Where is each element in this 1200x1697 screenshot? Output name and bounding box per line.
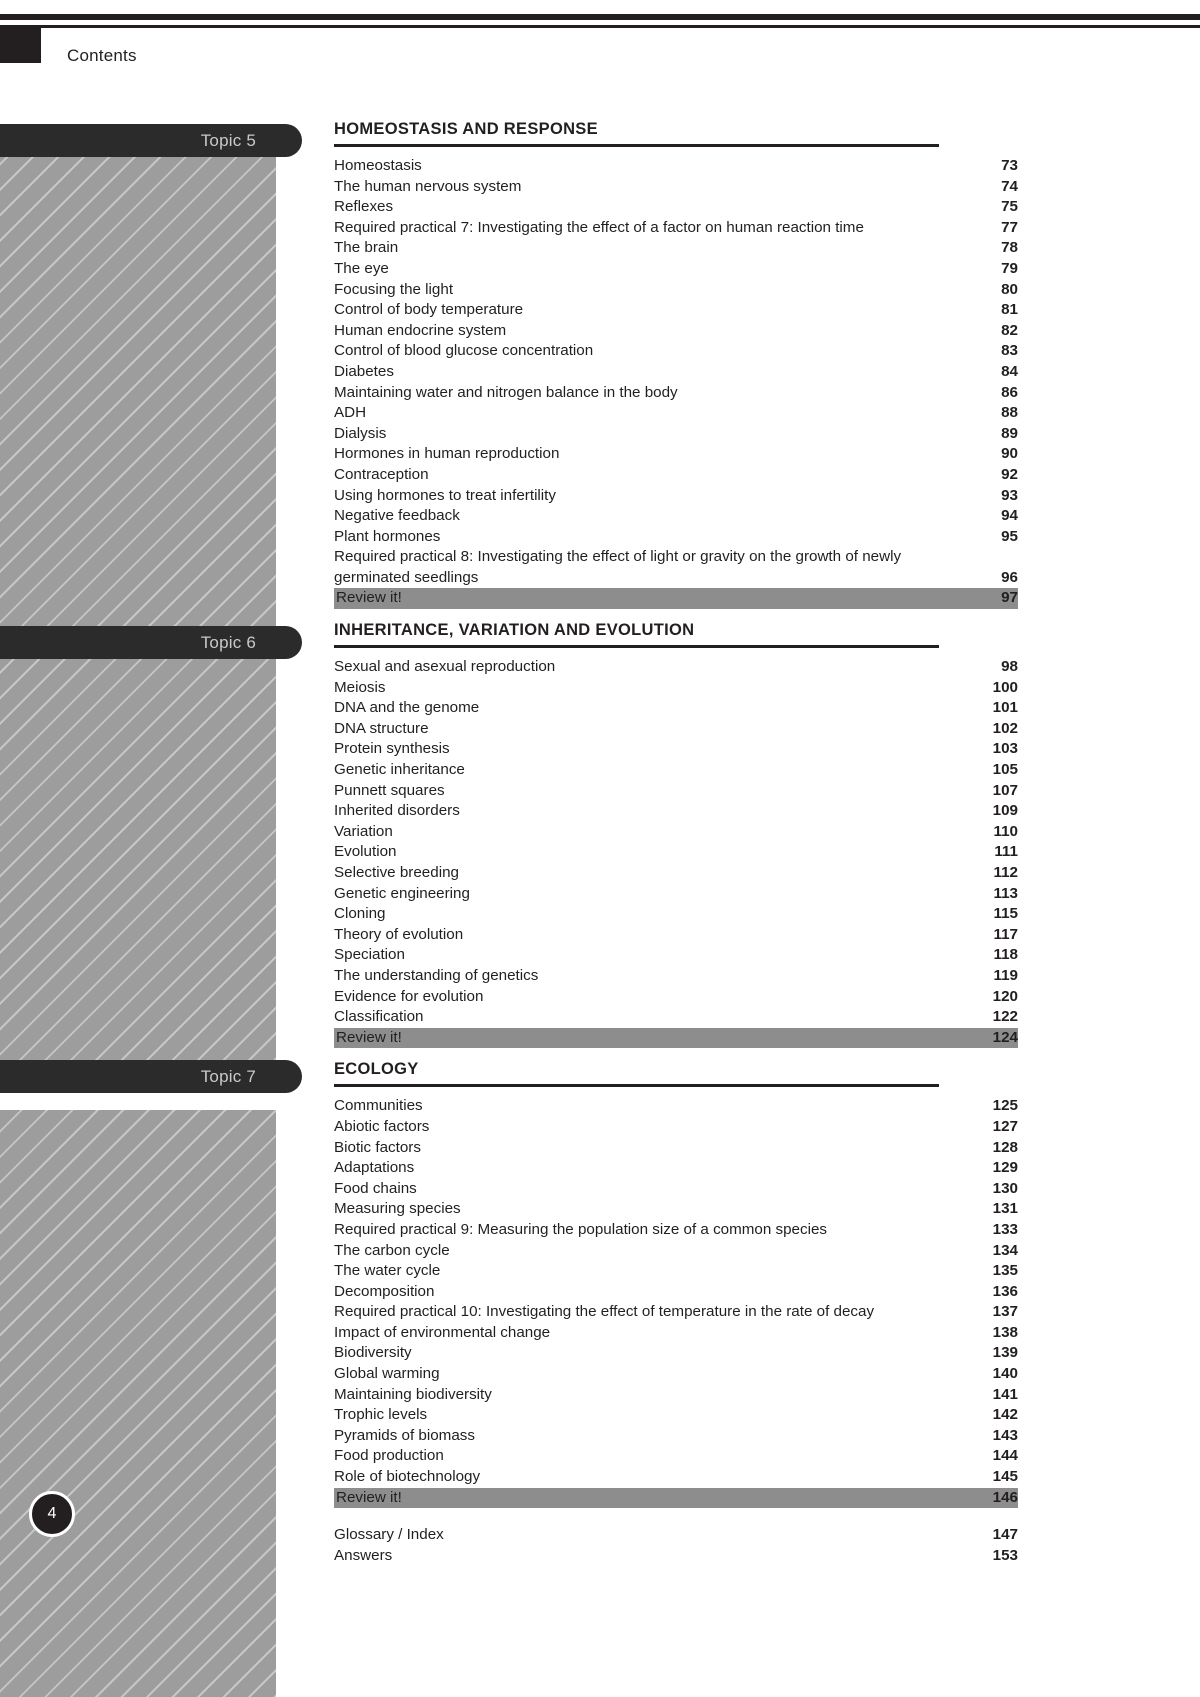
toc-entry-label: The carbon cycle — [334, 1241, 450, 1259]
toc-entry-page-number: 115 — [993, 905, 1018, 923]
back-matter-entry[interactable] — [334, 1546, 1018, 1567]
toc-entry-page-number: 100 — [992, 678, 1018, 696]
toc-entry[interactable] — [334, 300, 1018, 321]
toc-entry-label: Food production — [334, 1447, 444, 1465]
toc-entry[interactable] — [334, 698, 1018, 719]
toc-entry-page-number: 97 — [1001, 589, 1018, 607]
toc-entry-page-number: 128 — [992, 1138, 1018, 1156]
back-matter-entry[interactable] — [334, 1525, 1018, 1546]
topic-tab-6[interactable] — [0, 626, 302, 659]
toc-entry[interactable] — [334, 341, 1018, 362]
back-matter-page-number: 153 — [992, 1546, 1018, 1564]
toc-entry-page-number: 103 — [992, 740, 1018, 758]
toc-entry[interactable] — [334, 739, 1018, 760]
toc-entry-label: Maintaining water and nitrogen balance in the body — [334, 383, 678, 401]
toc-entry-label: Review it! — [336, 1028, 402, 1046]
topic-tab-5[interactable] — [0, 124, 302, 157]
toc-entry-label: Trophic levels — [334, 1406, 428, 1424]
toc-entry-label: Required practical 8: Investigating the effect of light or gravity on the growth of newly germinated seedlings — [334, 548, 902, 586]
toc-entry[interactable] — [334, 678, 1018, 699]
toc-entry-label: The human nervous system — [334, 177, 522, 195]
toc-entry-page-number: 120 — [992, 987, 1018, 1005]
toc-entry-page-number: 124 — [992, 1028, 1018, 1046]
toc-entry[interactable] — [334, 403, 1018, 424]
toc-entry-page-number: 118 — [993, 946, 1018, 964]
section-underline — [334, 144, 939, 147]
toc-entry-page-number: 75 — [1001, 198, 1018, 216]
review-it-row[interactable] — [334, 1488, 1018, 1509]
toc-entry-page-number: 142 — [992, 1406, 1018, 1424]
toc-entry-page-number: 122 — [992, 1008, 1018, 1026]
toc-entry-page-number: 110 — [993, 822, 1018, 840]
toc-entry[interactable] — [334, 1241, 1018, 1262]
toc-entry[interactable] — [334, 383, 1018, 404]
toc-entry-page-number: 74 — [1001, 177, 1018, 195]
review-it-row[interactable] — [334, 1028, 1018, 1049]
toc-entry[interactable] — [334, 1385, 1018, 1406]
toc-entry-page-number: 73 — [1001, 157, 1018, 174]
toc-entry-label: The eye — [334, 259, 389, 277]
toc-entry[interactable] — [334, 842, 1018, 863]
toc-entry[interactable] — [334, 1117, 1018, 1138]
toc-entry-page-number: 98 — [1001, 658, 1018, 676]
toc-entry[interactable] — [334, 259, 1018, 280]
toc-entry[interactable] — [334, 1302, 1018, 1323]
toc-entry-list — [334, 156, 1018, 609]
header-rule — [41, 25, 1200, 28]
toc-entry-label: Speciation — [334, 946, 405, 964]
toc-entry-page-number: 130 — [992, 1179, 1018, 1197]
toc-entry-page-number: 143 — [992, 1426, 1018, 1444]
toc-entry-label: Human endocrine system — [334, 321, 507, 339]
toc-entry[interactable] — [334, 156, 1018, 177]
toc-entry-label: Biotic factors — [334, 1138, 421, 1156]
toc-entry-page-number: 84 — [1001, 362, 1018, 380]
toc-entry-page-number: 113 — [993, 884, 1018, 902]
toc-entry-page-number: 92 — [1001, 465, 1018, 483]
toc-entry-page-number: 138 — [992, 1323, 1018, 1341]
toc-entry-label: Using hormones to treat infertility — [334, 486, 556, 504]
toc-entry-label: Review it! — [336, 1488, 402, 1506]
back-matter-label: Answers — [334, 1546, 393, 1564]
toc-entry-page-number: 105 — [992, 761, 1018, 779]
toc-entry[interactable] — [334, 177, 1018, 198]
toc-entry-label: Homeostasis — [334, 157, 422, 174]
toc-entry-label: Punnett squares — [334, 781, 445, 799]
back-matter-label: Glossary / Index — [334, 1526, 444, 1544]
toc-entry[interactable] — [334, 321, 1018, 342]
toc-entry-label: Pyramids of biomass — [334, 1426, 475, 1444]
back-matter-page-number: 147 — [992, 1526, 1018, 1544]
toc-entry[interactable] — [334, 444, 1018, 465]
toc-entry-page-number: 83 — [1001, 342, 1018, 360]
toc-entry[interactable] — [334, 547, 1018, 588]
toc-entry-list — [334, 1096, 1018, 1508]
toc-entry-label: DNA structure — [334, 719, 429, 737]
toc-entry[interactable] — [334, 197, 1018, 218]
toc-entry[interactable] — [334, 486, 1018, 507]
toc-entry[interactable] — [334, 966, 1018, 987]
toc-entry[interactable] — [334, 1343, 1018, 1364]
topic-rail-5 — [0, 155, 276, 628]
toc-entry-label: The water cycle — [334, 1262, 441, 1280]
toc-entry[interactable] — [334, 1467, 1018, 1488]
toc-entry[interactable] — [334, 822, 1018, 843]
topic-rail-7 — [0, 1110, 276, 1697]
topic-tab-5-label: Topic 5 — [200, 130, 256, 150]
toc-entry-page-number: 144 — [992, 1447, 1018, 1465]
back-matter-spacer — [334, 1508, 1018, 1525]
toc-entry-label: Control of body temperature — [334, 301, 524, 319]
page-number-value: 4 — [47, 1505, 57, 1522]
toc-entry-list — [334, 657, 1018, 1048]
toc-entry[interactable] — [334, 1179, 1018, 1200]
toc-entry-page-number: 131 — [992, 1200, 1018, 1218]
toc-entry-page-number: 77 — [1001, 218, 1018, 236]
toc-entry[interactable] — [334, 1007, 1018, 1028]
toc-entry-label: DNA and the genome — [334, 699, 480, 717]
toc-entry-label: Focusing the light — [334, 280, 454, 298]
toc-entry-label: Adaptations — [334, 1159, 415, 1177]
section-spacer — [334, 1048, 1018, 1060]
toc-entry-label: Maintaining biodiversity — [334, 1385, 492, 1403]
toc-entry-label: Dialysis — [334, 424, 387, 442]
toc-entry-page-number: 101 — [992, 699, 1018, 717]
page-number-badge — [29, 1491, 75, 1537]
toc-entry[interactable] — [334, 1446, 1018, 1467]
table-of-contents — [334, 120, 1018, 1566]
toc-section-title: INHERITANCE, VARIATION AND EVOLUTION — [334, 621, 695, 640]
toc-entry-label: Role of biotechnology — [334, 1468, 481, 1486]
toc-entry-page-number: 93 — [1001, 486, 1018, 504]
toc-entry[interactable] — [334, 506, 1018, 527]
toc-entry-label: Food chains — [334, 1179, 417, 1197]
toc-entry[interactable] — [334, 925, 1018, 946]
toc-entry[interactable] — [334, 884, 1018, 905]
page-title: Contents — [67, 46, 137, 65]
toc-entry-page-number: 136 — [992, 1282, 1018, 1300]
toc-entry-label: Protein synthesis — [334, 740, 450, 758]
toc-entry-page-number: 112 — [993, 864, 1018, 881]
toc-entry[interactable] — [334, 1158, 1018, 1179]
toc-entry-label: Impact of environmental change — [334, 1323, 551, 1341]
toc-entry-page-number: 109 — [992, 802, 1018, 820]
toc-entry-page-number: 82 — [1001, 321, 1018, 339]
toc-entry-label: Diabetes — [334, 362, 394, 380]
toc-section — [334, 1060, 1018, 1508]
toc-entry[interactable] — [334, 1138, 1018, 1159]
toc-entry[interactable] — [334, 280, 1018, 301]
header-corner-block — [0, 25, 41, 63]
toc-entry-label: Abiotic factors — [334, 1117, 430, 1135]
toc-entry[interactable] — [334, 362, 1018, 383]
toc-entry-label: Review it! — [336, 589, 402, 607]
toc-entry[interactable] — [334, 1220, 1018, 1241]
toc-entry-label: Contraception — [334, 465, 429, 483]
toc-entry-label: Selective breeding — [334, 864, 459, 881]
toc-entry-page-number: 137 — [992, 1303, 1018, 1321]
toc-entry-page-number: 96 — [1001, 568, 1018, 586]
toc-entry-page-number: 78 — [1001, 239, 1018, 257]
toc-entry-label: Decomposition — [334, 1282, 435, 1300]
toc-entry-label: Control of blood glucose concentration — [334, 342, 594, 360]
toc-entry-label: The understanding of genetics — [334, 966, 539, 984]
toc-entry-page-number: 145 — [992, 1468, 1018, 1486]
toc-entry[interactable] — [334, 527, 1018, 548]
toc-entry-page-number: 111 — [994, 843, 1018, 861]
toc-entry-label: Inherited disorders — [334, 802, 460, 820]
toc-entry-label: Variation — [334, 822, 393, 840]
toc-entry-page-number: 89 — [1001, 424, 1018, 442]
toc-entry-page-number: 102 — [992, 719, 1018, 737]
toc-entry-label: Reflexes — [334, 198, 394, 216]
toc-entry-label: Theory of evolution — [334, 925, 464, 943]
review-it-row[interactable] — [334, 588, 1018, 609]
toc-entry-label: Global warming — [334, 1365, 440, 1383]
toc-entry-page-number: 119 — [993, 966, 1018, 984]
toc-entry[interactable] — [334, 238, 1018, 259]
toc-entry-page-number: 94 — [1001, 507, 1018, 525]
toc-entry-page-number: 127 — [992, 1117, 1018, 1135]
toc-entry[interactable] — [334, 424, 1018, 445]
toc-entry-page-number: 139 — [992, 1344, 1018, 1362]
toc-entry-page-number: 140 — [992, 1365, 1018, 1383]
toc-entry-label: Negative feedback — [334, 507, 460, 525]
topic-tab-7-label: Topic 7 — [200, 1066, 256, 1086]
toc-entry[interactable] — [334, 719, 1018, 740]
toc-entry-page-number: 88 — [1001, 404, 1018, 422]
toc-entry-label: Plant hormones — [334, 527, 441, 545]
toc-entry-label: Hormones in human reproduction — [334, 445, 560, 463]
toc-entry-label: Genetic inheritance — [334, 761, 465, 779]
toc-entry-page-number: 86 — [1001, 383, 1018, 401]
toc-entry-label: Required practical 9: Measuring the population size of a common species — [334, 1220, 828, 1238]
toc-section-title: ECOLOGY — [334, 1060, 419, 1079]
section-underline — [334, 1084, 939, 1087]
toc-section — [334, 120, 1018, 609]
toc-entry-label: Evolution — [334, 843, 397, 861]
toc-entry-page-number: 95 — [1001, 527, 1018, 545]
toc-entry[interactable] — [334, 1199, 1018, 1220]
toc-entry[interactable] — [334, 987, 1018, 1008]
toc-entry[interactable] — [334, 904, 1018, 925]
toc-entry-page-number: 79 — [1001, 259, 1018, 277]
toc-entry-label: Communities — [334, 1097, 423, 1115]
toc-entry[interactable] — [334, 781, 1018, 802]
topic-tab-7[interactable] — [0, 1060, 302, 1093]
toc-entry[interactable] — [334, 218, 1018, 239]
toc-entry-label: The brain — [334, 239, 399, 257]
toc-entry-page-number: 90 — [1001, 445, 1018, 463]
toc-entry-label: Genetic engineering — [334, 884, 470, 902]
toc-entry[interactable] — [334, 1282, 1018, 1303]
section-spacer — [334, 609, 1018, 621]
toc-entry-label: Biodiversity — [334, 1344, 412, 1362]
toc-entry-page-number: 80 — [1001, 280, 1018, 298]
topic-tab-6-label: Topic 6 — [200, 632, 256, 652]
toc-entry[interactable] — [334, 1364, 1018, 1385]
toc-entry-page-number: 125 — [992, 1097, 1018, 1115]
toc-entry-page-number: 107 — [992, 781, 1018, 799]
toc-entry-page-number: 129 — [992, 1159, 1018, 1177]
section-underline — [334, 645, 939, 648]
toc-entry-label: Meiosis — [334, 678, 386, 696]
toc-section — [334, 621, 1018, 1048]
toc-entry-label: Required practical 7: Investigating the effect of a factor on human reaction time — [334, 218, 864, 236]
toc-entry-page-number: 135 — [992, 1262, 1018, 1280]
top-black-bar — [0, 14, 1200, 20]
toc-entry-label: Sexual and asexual reproduction — [334, 658, 556, 676]
toc-entry[interactable] — [334, 760, 1018, 781]
toc-entry-page-number: 146 — [992, 1488, 1018, 1506]
toc-entry-page-number: 141 — [992, 1385, 1018, 1403]
toc-entry-label: Required practical 10: Investigating the effect of temperature in the rate of decay — [334, 1303, 875, 1321]
toc-entry-label: Evidence for evolution — [334, 987, 484, 1005]
toc-entry-page-number: 117 — [993, 925, 1018, 943]
topic-rail-6 — [0, 657, 276, 1060]
back-matter-list — [334, 1525, 1018, 1566]
toc-entry[interactable] — [334, 1405, 1018, 1426]
toc-entry[interactable] — [334, 945, 1018, 966]
toc-entry[interactable] — [334, 801, 1018, 822]
toc-entry[interactable] — [334, 863, 1018, 884]
toc-entry[interactable] — [334, 1261, 1018, 1282]
toc-entry-label: Cloning — [334, 905, 386, 923]
toc-entry[interactable] — [334, 1426, 1018, 1447]
toc-entry-label: ADH — [334, 404, 367, 422]
toc-entry[interactable] — [334, 657, 1018, 678]
toc-entry-label: Measuring species — [334, 1200, 461, 1218]
toc-entry[interactable] — [334, 465, 1018, 486]
toc-entry[interactable] — [334, 1323, 1018, 1344]
toc-entry-page-number: 81 — [1001, 301, 1018, 319]
toc-entry-page-number: 134 — [992, 1241, 1018, 1259]
toc-entry-label: Classification — [334, 1008, 424, 1026]
toc-entry[interactable] — [334, 1096, 1018, 1117]
toc-section-title: HOMEOSTASIS AND RESPONSE — [334, 120, 598, 138]
toc-entry-page-number: 133 — [992, 1220, 1018, 1238]
